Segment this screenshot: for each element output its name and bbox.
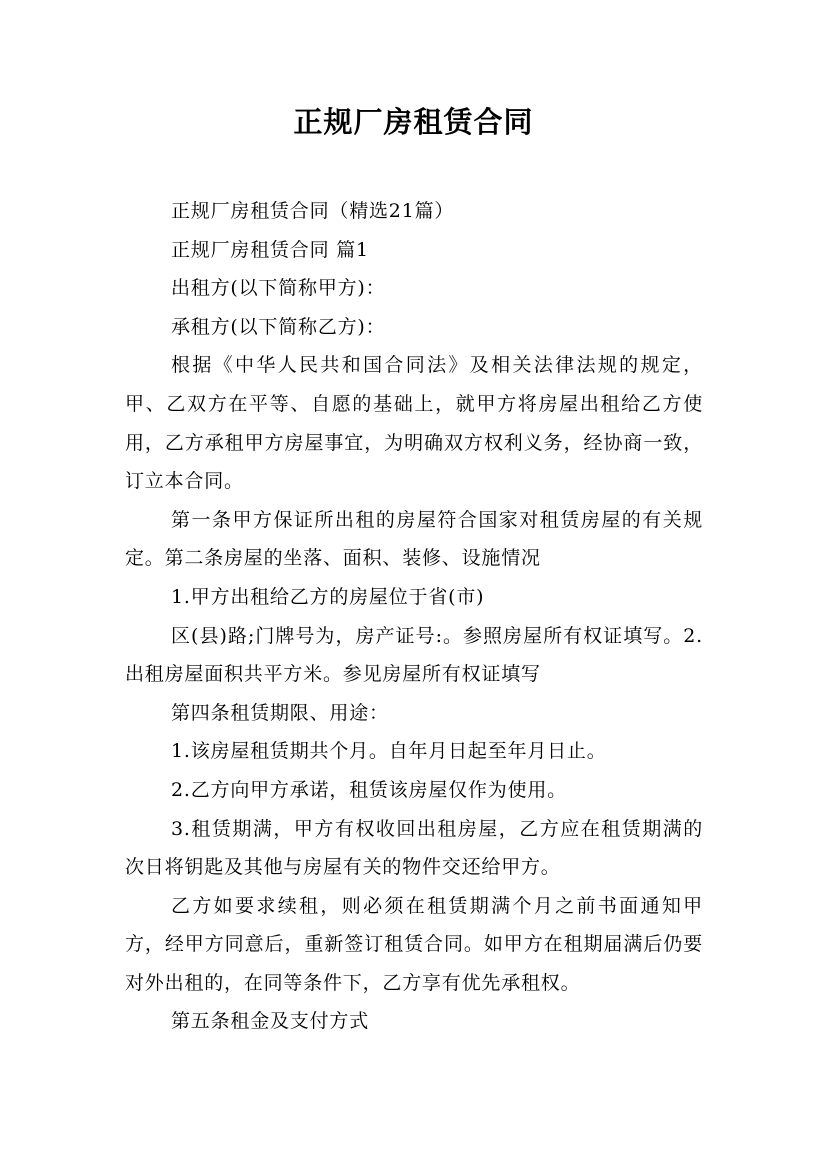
- paragraph-section-heading: 正规厂房租赁合同 篇1: [171, 238, 369, 261]
- paragraph-location-1: 1.甲方出租给乙方的房屋位于省(市): [171, 585, 485, 608]
- paragraph-lessor: 出租方(以下简称甲方)：: [171, 277, 386, 300]
- paragraph-expiry: 3.租赁期满，甲方有权收回出租房屋，乙方应在租赁期满的次日将钥匙及其他与房屋有关的物件交还给甲方。: [125, 817, 703, 879]
- document-title: 正规厂房租赁合同: [293, 105, 534, 139]
- document-body: [125, 192, 703, 1041]
- paragraph-article-1-2: 第一条甲方保证所出租的房屋符合国家对租赁房屋的有关规定。第二条房屋的坐落、面积、装修、设施情况: [125, 508, 703, 570]
- paragraph-preamble: 根据《中华人民共和国合同法》及相关法律法规的规定，甲、乙双方在平等、自愿的基础上，就甲方将房屋出租给乙方使用，乙方承租甲方房屋事宜，为明确双方权利义务，经协商一致，订立本合同。: [125, 354, 703, 493]
- paragraph-lessee: 承租方(以下简称乙方)：: [171, 315, 386, 338]
- paragraph-article-5: 第五条租金及支付方式: [171, 1010, 370, 1033]
- paragraph-use: 2.乙方向甲方承诺，租赁该房屋仅作为使用。: [171, 778, 567, 801]
- paragraph-article-4: 第四条租赁期限、用途：: [171, 701, 389, 724]
- paragraph-subtitle: 正规厂房租赁合同（精选21篇）: [171, 200, 455, 222]
- paragraph-renewal: 乙方如要求续租，则必须在租赁期满个月之前书面通知甲方，经甲方同意后，重新签订租赁合同。如甲方在租期届满后仍要对外出租的，在同等条件下，乙方享有优先承租权。: [125, 894, 703, 994]
- paragraph-location-2: 区(县)路;门牌号为，房产证号:。参照房屋所有权证填写。2.出租房屋面积共平方米。参见房屋所有权证填写: [125, 624, 703, 686]
- paragraph-term: 1.该房屋租赁期共个月。自年月日起至年月日止。: [171, 740, 607, 763]
